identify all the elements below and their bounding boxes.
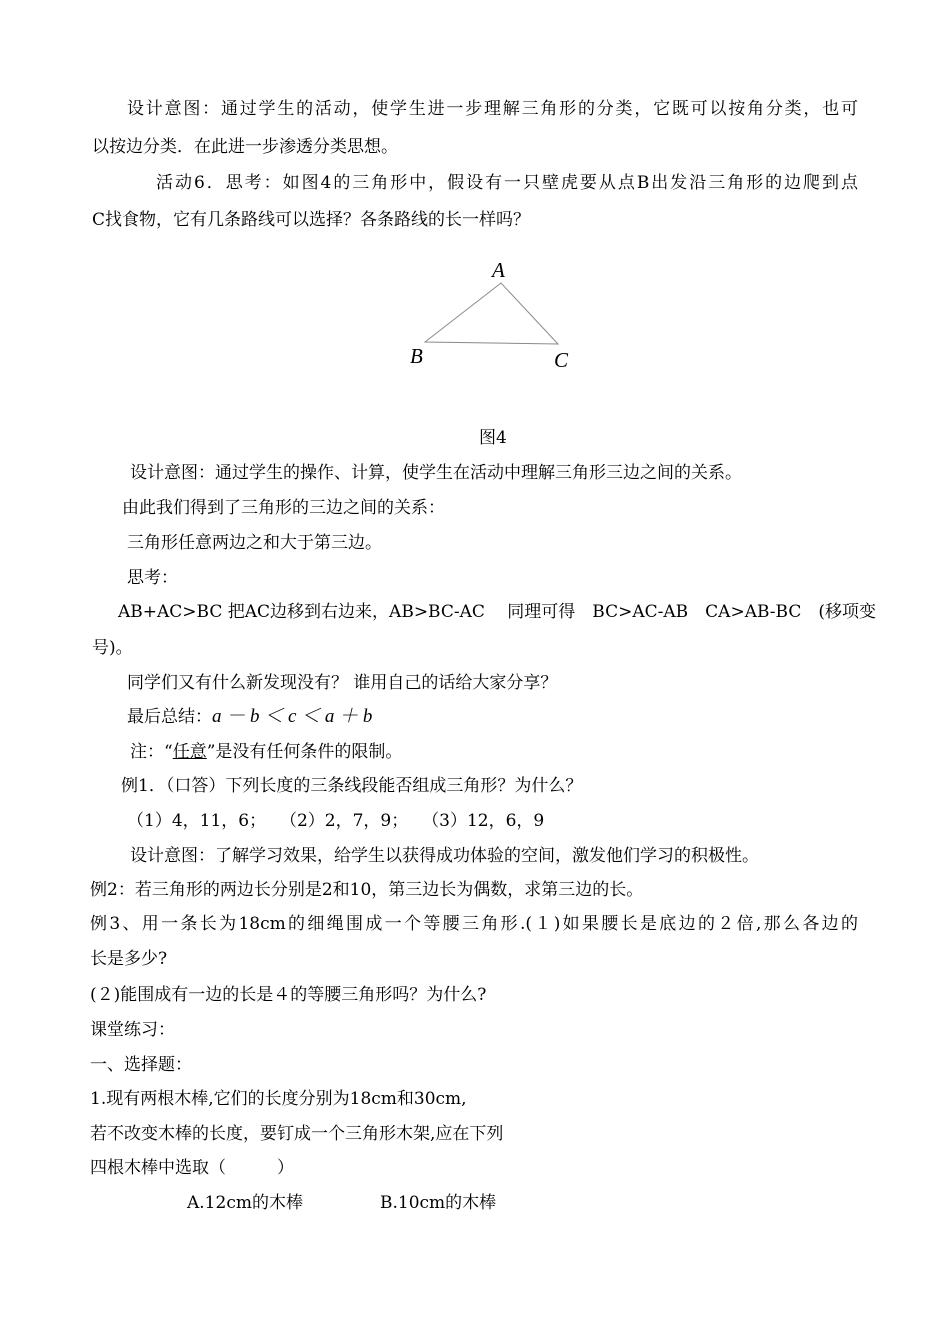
triangle-abc bbox=[425, 283, 558, 344]
design-intent-line-2: 以按边分类．在此进一步渗透分类思想。 bbox=[92, 137, 398, 157]
question-1-option-a: A.12cm的木棒 bbox=[187, 1193, 303, 1213]
note-line bbox=[130, 741, 402, 763]
discovery-prompt: 同学们又有什么新发现没有？ 谁用自己的话给大家分享？ bbox=[127, 673, 558, 693]
think-label: 思考： bbox=[127, 568, 178, 588]
example-3-line-1: 例3、用一条长为18cm的细绳围成一个等腰三角形.(１)如果腰长是底边的２倍,那么各边的 bbox=[90, 914, 858, 934]
example-1: 例1．（口答）下列长度的三条线段能否组成三角形？为什么？ bbox=[121, 776, 583, 796]
example-1-options: （1）4，11，6； （2）2，7，9； （3）12，6，9 bbox=[127, 811, 545, 831]
inequality-line-1: AB+AC>BC 把AC边移到右边来，AB>BC-AC 同理可得 BC>AC-AB CA>AB-BC (移项变 bbox=[118, 602, 876, 622]
practice-heading: 课堂练习： bbox=[90, 1020, 175, 1040]
derivation-text: 由此我们得到了三角形的三边之间的关系： bbox=[122, 498, 445, 518]
activity-6-line-2: C找食物，它有几条路线可以选择？各条路线的长一样吗？ bbox=[92, 210, 531, 230]
figure-caption: 图4 bbox=[479, 428, 507, 448]
summary-prefix: 最后总结： bbox=[127, 707, 212, 727]
vertex-label-c: C bbox=[554, 348, 569, 372]
note-prefix: 注：“ bbox=[130, 742, 173, 762]
activity-6-line-1: 活动6．思考：如图4的三角形中，假设有一只壁虎要从点B出发沿三角形的边爬到点 bbox=[156, 173, 858, 193]
vertex-label-a: A bbox=[492, 258, 505, 282]
example-2: 例2：若三角形的两边长分别是2和10，第三边长为偶数，求第三边的长。 bbox=[90, 880, 644, 900]
vertex-label-b: B bbox=[410, 344, 423, 368]
question-1-line-3: 四根木棒中选取（ ） bbox=[90, 1158, 294, 1178]
design-intent-2: 设计意图：通过学生的操作、计算，使学生在活动中理解三角形三边之间的关系。 bbox=[130, 463, 742, 483]
triangle-inequality-rule: 三角形任意两边之和大于第三边。 bbox=[127, 533, 382, 553]
question-1-line-1: 1.现有两根木棒,它们的长度分别为18cm和30cm, bbox=[90, 1089, 467, 1109]
summary-formula: a － b ＜ c ＜ a ＋ b bbox=[212, 706, 373, 727]
note-suffix: ”是没有任何条件的限制。 bbox=[206, 742, 403, 762]
example-3-question-2: (２)能围成有一边的长是４的等腰三角形吗？为什么? bbox=[90, 985, 487, 1005]
design-intent-line-1: 设计意图：通过学生的活动，使学生进一步理解三角形的分类，它既可以按角分类，也可 bbox=[127, 99, 858, 119]
note-keyword: 任意 bbox=[172, 742, 207, 762]
summary-line bbox=[127, 706, 372, 728]
design-intent-3: 设计意图：了解学习效果，给学生以获得成功体验的空间，激发他们学习的积极性。 bbox=[130, 846, 759, 866]
example-3-line-2: 长是多少? bbox=[90, 949, 168, 969]
triangle-figure bbox=[400, 250, 590, 380]
question-1-option-b: B.10cm的木棒 bbox=[380, 1193, 497, 1213]
section-choice-heading: 一、选择题： bbox=[90, 1055, 192, 1075]
question-1-line-2: 若不改变木棒的长度，要钉成一个三角形木架,应在下列 bbox=[90, 1124, 504, 1144]
inequality-line-2: 号)。 bbox=[92, 638, 133, 658]
